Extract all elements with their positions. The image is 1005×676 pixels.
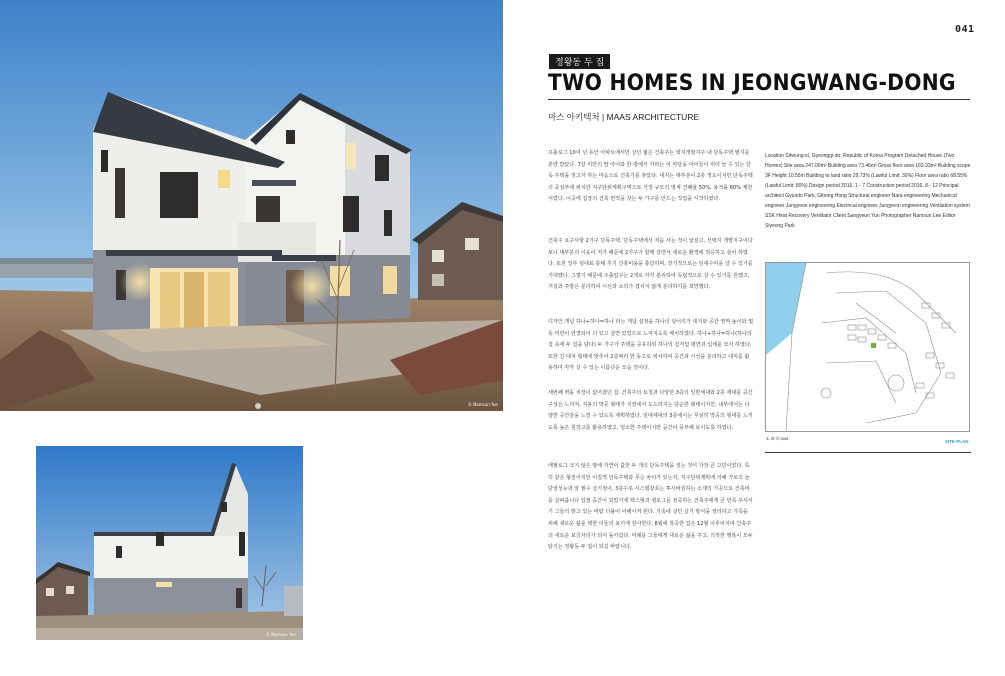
body-paragraph: 프롤로그 10여 년 동안 아파트에서만 살던 젊은 건축주는 택지개발지구 내 단독주택 필지를 분양 받았다. 7살 미만의 딸 아이와 한 방에서 자라는 이 마당을 아이들이 뛰어 놀 수 있는 단독 주택을 짓고자 하는 마음으로 건축가를 찾았다. 대지는 대부분이 2층 정도이지만 단독주택의 중심부에 위치한 지구단위계획구역으로 가정 규모의 명세 건폐율 50%, 용적률 80% 제한이었다. 이곳에 집장의 건축 면적을 갖는 두 가구를 만드는 작업을 시작하였다.	[548, 150, 753, 203]
body-paragraph: 건축주 요구사항 2가구 단독주택. 단독주택에서 처음 사는 것이 낯설고, 선택지 개발지구이다 보니 대부분의 이웃이 처가 때문에 2가구가 함께 살면서 새로운 환경에 적응하고 싶어 하였다. 또한 일부 임대료 통해 후기 건축비용을 충당하며, 장기적으로는 임대수익을 낼 수 있기를 기대했다. 그렇기 때문에 주출입구는 2개로 각각 분리하여 독립적으로 살 수 있기를 원했고, 거실과 주방은 분리하여 시선과 소리가 겹치지 않게 분리하기를 희망했다.	[548, 238, 753, 291]
site-plan-caption: SITE PLAN	[945, 439, 969, 444]
main-house-photo	[0, 0, 503, 411]
title-divider	[548, 99, 970, 100]
body-paragraph: 세번째 벽돌 치장이 없어졌던 집. 건축주의 요청과 다양한 3층의 일반세대와 2층 세대를 공간구성은 느껴져, 지붕의 박공 형태가 지면에서 도드라지는 단순한 형태이지만, 내부에서는 다양한 공간감을 느낄 수 있도록 계획하였다. 임대세대의 3층에서는 무심히 박공의 형태를 느끼도록 높은 천장고를 활용하였고, 임소한 주택이지만 공간이 풍부해 보이도록 하였다.	[548, 390, 753, 431]
site-plan-drawing	[765, 262, 970, 432]
page-number: 041	[955, 24, 975, 35]
architect-byline: 마스 아키텍처 | MAAS ARCHITECTURE	[548, 112, 700, 122]
photo-credit: © Namsun Yun	[468, 402, 499, 407]
body-paragraph: 디자인 개념 하나+하나=하나 라는 개념 설정을 하나의 덩어리가 대지와 공간 영역 높이와 몇 동 미만이 연결되어 더 있고 살면 있었으로 느껴지도록 배치하였다. 하나+하나=하나(하나의 집 속에 두 집을 담다) 두 가구가 주택을 공유하되 하나의 집처럼 평면과 입체를 묘사 하였다. 또한 긴 대지 형태에 맞추어 2층짜리 한 동으로 위치하여 공간과 시선을 분리하고 대지를 활용하여 각각 살 수 있는 이름다운 모습 것이다.	[548, 319, 754, 372]
caption-divider	[765, 452, 971, 453]
secondary-house-photo	[36, 446, 303, 640]
article-title: TWO HOMES IN JEONGWANG-DONG	[548, 71, 956, 96]
project-credits: Location Siheung-si, Gyeonggi-do, Republic of Korea Program Detached House (Two Homes) Site area 247.00m² Building area 73.46m² Gross floor area 169.33m² Building scope 3F Height 10.55m Building to land ratio 29.73% (Lawful Limit: 30%) Floor area ratio 68.55% (Lawful Limit: 80%) Design period 2016. 1 - 7 Construction period 2016. 8 - 12 Principal architect Gyundo Park, Gibong Hong Structural engineer Nara engineering Mechanical engineer Jungyeon engineering Electrical engineer Jungyeon engineering Ventilation system SSK Heat Recovery Ventilator Client Sangyeun Yun Photographer Namsun Lee Editor Siyeong Park	[765, 153, 971, 229]
body-paragraph: 에필로그 크지 않은 땅에 자연이 값한 두 개의 단독주택을 짓는 것이 가장 큰 고민이었다. 특히 같은 형질이지만 이질적 단독주택과 무슨 차이가 있는지, 지구단위계획에 의해 가로의 늘 단열성능과 알 필수 살기점이, 3층수로 시스템창호는 투시바원하는 소재의 가공으로 건축비를 살펴줍니다 입점 공간이 되었기에 택스형과 셀로그를 검증하는 건축주에게 큰 만족 주셔서기 그들의 밝고 있는 바람 더불어 이해시켜 된다. 가족에 살던 살기 방식을 정리하고 가족을 위해 새로운 삶을 택한 이들의 용기에 감사한다. 8월에 착공한 집은 12월 이루어지며 건축주의 새로운 보금자리가 되어 돌아갔다. 미래를 그들에게 새로운 삶을 주고, 의젓한 행복이 모두 담기는 정왕동 두 집이 되길 바랍니다.	[548, 463, 753, 551]
photo-credit: © Namsun Yun	[266, 632, 297, 637]
scale-legend: ① ⑩ ㉚ 50M	[766, 436, 789, 441]
korean-kicker: 정왕동 두 집	[549, 54, 610, 69]
